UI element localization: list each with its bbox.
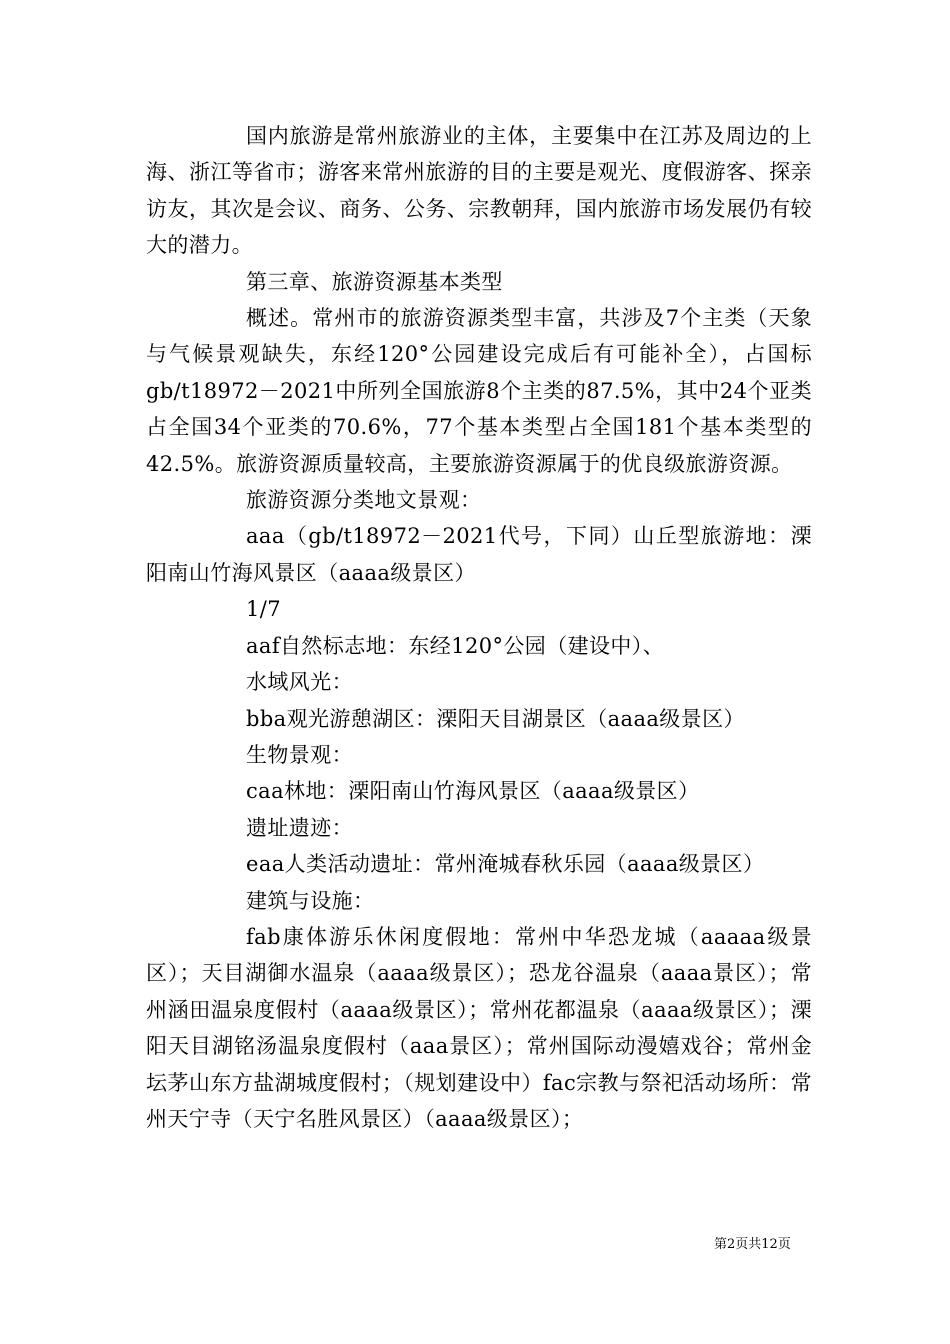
section-heading-buildings: 建筑与设施： [246, 888, 375, 913]
paragraph-aaa: aaa（gb/t18972－2021代号，下同）山丘型旅游地：溧阳南山竹海风景区（aaaa级景区） [146, 524, 812, 585]
chapter-heading: 第三章、旅游资源基本类型 [246, 269, 503, 294]
section-heading-landform: 旅游资源分类地文景观： [246, 488, 482, 513]
page-marker: 1/7 [246, 597, 281, 622]
section-heading-biology: 生物景观： [246, 742, 353, 767]
paragraph-domestic-tourism: 国内旅游是常州旅游业的主体，主要集中在江苏及周边的上海、浙江等省市；游客来常州旅游的目的主要是观光、度假游客、探亲访友，其次是会议、商务、公务、宗教朝拜，国内旅游市场发展仍有较大的潜力。 [146, 124, 812, 258]
document-body [146, 118, 812, 1137]
line-aaf: aaf自然标志地：东经120°公园（建设中）、 [246, 633, 665, 658]
page-footer: 第2页共12页 [714, 1237, 791, 1252]
section-heading-relics: 遗址遗迹： [246, 815, 353, 840]
line-eaa: eaa人类活动遗址：常州淹城春秋乐园（aaaa级景区） [246, 852, 765, 877]
section-heading-water: 水域风光： [246, 670, 353, 695]
line-caa: caa林地：溧阳南山竹海风景区（aaaa级景区） [246, 779, 700, 804]
paragraph-fab: fab康体游乐休闲度假地：常州中华恐龙城（aaaaa级景区）；天目湖御水温泉（aaaa级景区）；恐龙谷温泉（aaaa景区）；常州涵田温泉度假村（aaaa级景区）；常州花都温泉（aaaa级景区）；溧阳天目湖铭汤温泉度假村（aaa景区）；常州国际动漫嬉戏谷；常州金坛茅山东方盐湖城度假村；（规划建设中）fac宗教与祭祀活动场所：常州天宁寺（天宁名胜风景区）（aaaa级景区）； [146, 924, 812, 1131]
paragraph-overview: 概述。常州市的旅游资源类型丰富，共涉及7个主类（天象与气候景观缺失，东经120°公园建设完成后有可能补全），占国标gb/t18972－2021中所列全国旅游8个主类的87.5%，其中24个亚类占全国34个亚类的70.6%，77个基本类型占全国181个基本类型的42.5%。旅游资源质量较高，主要旅游资源属于的优良级旅游资源。 [146, 306, 812, 476]
line-bba: bba观光游憩湖区：溧阳天目湖景区（aaaa级景区） [246, 706, 745, 731]
